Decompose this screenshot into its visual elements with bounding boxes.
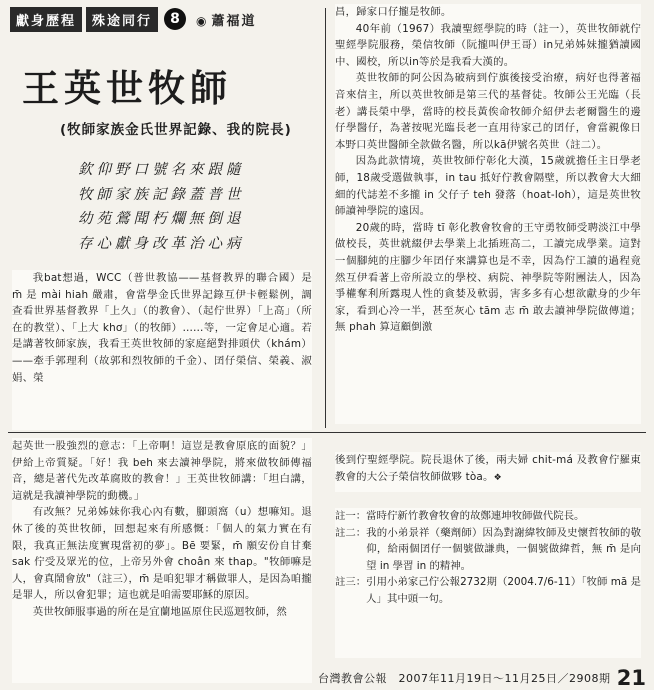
- poem-line: 存心獻身改革治心病: [78, 235, 245, 252]
- paragraph: 昌，歸家口仔攏是牧師。: [335, 6, 452, 18]
- footnotes: [335, 508, 641, 658]
- page-number: 21: [616, 666, 646, 690]
- publication-info: 台灣教會公報 2007年11月19日～11月25日／2908期: [318, 672, 611, 685]
- paragraph: 起英世一股強烈的意志：「上帝啊！這豈是教會原底的面貌？」伊給上帝質疑。「好！我 beh 來去讀神學院，將來做牧師傳福音，總是著代先改革腐敗的教會！」王英世牧師講：「坦白講，這就是我讀神學院的動機。」: [12, 440, 312, 502]
- paragraph: 40年前（1967）我讀聖經學院的時（註一），英世牧師就佇聖經學院服務，榮信牧師（阮攏叫伊王哥）in兄弟姊妹攏猶讀國中、國校，所以in等於是我看大漢的。: [335, 22, 641, 68]
- column-number-badge: 8: [164, 8, 186, 30]
- footnote: [335, 574, 641, 607]
- poem-line: 欽仰野口號名來跟隨: [78, 162, 245, 178]
- paragraph: 因為此款情境，英世牧師佇彰化大漢，15歲就擔任主日學老師，18歲受選做執事，in tau 抵好佇教會隔壁，所以教會大大細細的代誌差不多攏 in 父仔子 teh 發落（hoat-loh），這是英世牧師讀神學院的遠因。: [335, 155, 641, 218]
- column-tag-paths: 殊途同行: [86, 7, 158, 32]
- author-byline: [196, 10, 257, 29]
- paragraph: [335, 452, 641, 486]
- article-subtitle: (牧師家族金氏世界記錄、我的院長): [60, 122, 292, 138]
- author-mark-icon: ◉: [196, 13, 209, 28]
- paragraph: 20歲的時，當時 tī 彰化教會牧會的王守勇牧師受聘淡江中學做校長，英世就綴伊去學業上北插班高二，工讀完成學業。這對一個腳純的庄腳少年囝仔來講算也是不幸，因為佇工讀的過程竟然互伊看著上帝所設立的學校、病院、神學院等附團法人，因為爭權奪利所露現人性的貪婪及軟弱，害多多有心想欲獻身的少年家，看到心冷一半，甚至灰心 tām 志 m̄ 敢去讀神學院做傳道；無 phah 算這顧倒激: [335, 221, 641, 334]
- paragraph-text: 後到佇聖經學院。院長退休了後，兩夫婦 chit-má 及教會佇羅東教會的大公子榮信牧師做夥 tòa。: [335, 454, 641, 483]
- paragraph: 有改無？兄弟姊妹你我心內有數，腳頭窩（u）想嘛知。退休了後的英世牧師，回想起來有所感慨：「個人的氣力實在有限，我真正無法度實現當初的夢」。Bē 要緊，m̄ 願安份自甘棄 sak 佇受及眾光的位，上帝另外會 choân 來 thap。"牧師嘛是人，會真鬧會放"（註三），m̄ 是咱犯罪才稱做罪人，是因為咱攏是罪人，所以會犯罪；這也就是咱需要耶穌的原因。: [12, 506, 312, 602]
- column-tag-devotion: 獻身歷程: [10, 7, 82, 32]
- left-column-top: [12, 270, 312, 430]
- paragraph: 我bat想過，WCC（普世教協——基督教界的聯合國）是 m̄ 是 mài hiah 嚴肅，會當學金氏世界記錄互伊卡輕鬆例，調查看世界基督教界「上久」（的教會）、（起佇世界）「上高」（所在的教堂）、「上大 khơ」（的牧師）……等，一定會足心適。若是講著牧師家族，我看王英世牧師的家庭絕對排頭伏（khám）——牽手郭理利（故郭和烈牧師的千金）、囝仔榮信、榮義、淑娟、榮: [12, 272, 312, 384]
- paragraph: 英世牧師服事過的所在是宜蘭地區原住民巡迴牧師，然: [32, 605, 287, 618]
- right-column-top: [335, 4, 641, 424]
- footnote: [335, 525, 641, 575]
- poem-line: 牧師家族記錄蓋普世: [78, 186, 245, 203]
- column-header: [10, 6, 257, 32]
- footnote-text: 引用小弟家己佇公報2732期（2004.7/6-11）「牧師 mā 是人」其中頭一句。: [366, 576, 641, 605]
- poem-line: 幼苑鶯聞朽爛無倒退: [78, 211, 245, 227]
- footnote: [335, 508, 641, 525]
- section-divider: [8, 432, 646, 433]
- end-mark-icon: ❖: [493, 472, 502, 483]
- left-column-bottom: [12, 438, 312, 683]
- footnote-label: 註三：: [335, 576, 367, 589]
- article-title: 王英世牧師: [22, 66, 232, 110]
- footnote-label: 註一：: [335, 510, 367, 522]
- footnote-text: 當時佇新竹教會牧會的故鄭連坤牧師做代院長。: [366, 510, 585, 522]
- poem: [78, 158, 245, 256]
- footnote-label: 註二：: [335, 526, 367, 539]
- column-divider: [325, 8, 326, 428]
- footnote-text: 我的小弟景祥（藥劑師）因為對謝緯牧師及史懷哲牧師的敬仰，給兩個囝仔一個號做謙典，一個號做緯哲，無 m̄ 是向望 in 學習 in 的精神。: [366, 526, 641, 572]
- author-name: 蕭福道: [211, 13, 257, 29]
- paragraph: 英世牧師的阿公因為破病到佇旗後接受治療，病好也得著福音來信主，所以英世牧師是第三代的基督徒。牧師公王光臨（長老）講長榮中學，當時的校長黃俟命牧師介紹伊去老爾醫生的邊仔學醫仔，為著按呢光臨長老一直用待家己的囝仔，會當親像日本野口英世醫師全款做名醫，所以kā伊號名英世（註二）。: [335, 72, 641, 151]
- right-column-bottom: [335, 452, 641, 492]
